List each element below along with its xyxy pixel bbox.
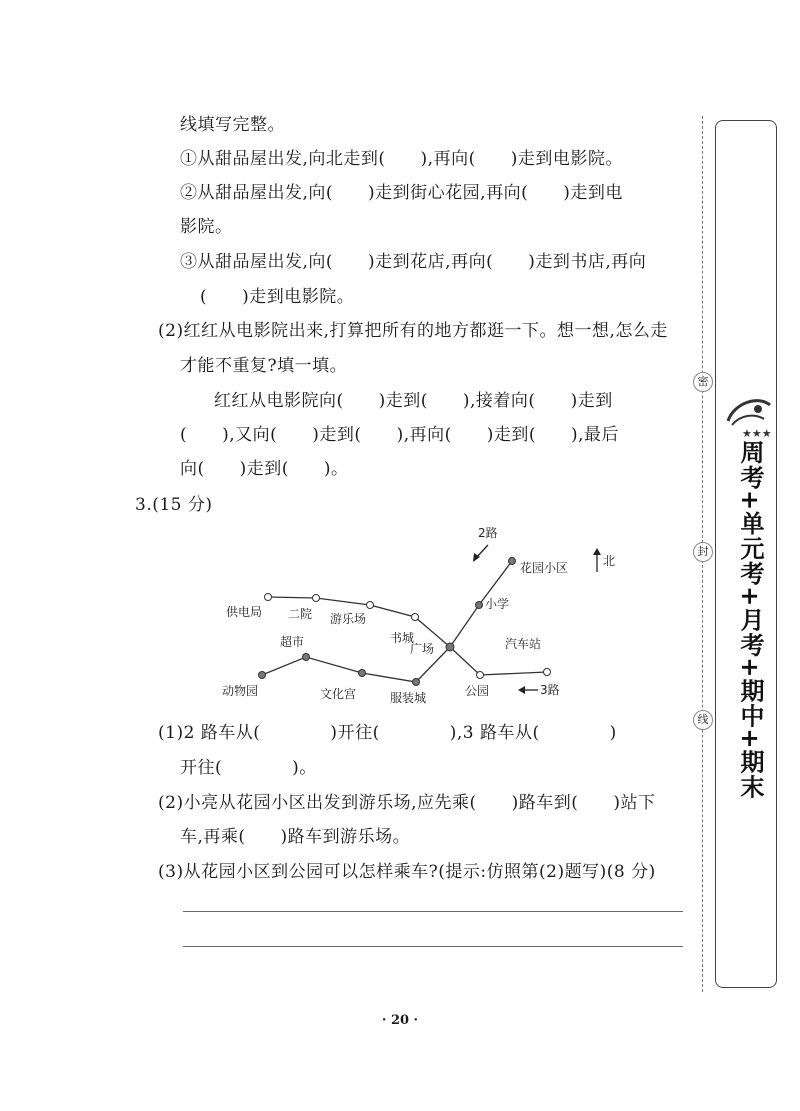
text-line: 影院。: [180, 217, 233, 237]
station-label: 服装城: [390, 691, 427, 705]
text-line: 开往( )。: [180, 758, 317, 778]
station-label: 花园小区: [520, 561, 569, 575]
station-dot: [413, 679, 420, 686]
station-dot: [303, 654, 310, 661]
station-dot: [412, 614, 419, 621]
series-title: 周考+单元考+月考+期中+期末: [736, 440, 764, 800]
station-label: 游乐场: [330, 612, 367, 626]
route-3-arrowhead: [518, 686, 525, 694]
station-dot: [476, 602, 483, 609]
station-dot: [313, 595, 320, 602]
answer-line: [183, 946, 683, 947]
station-label: 广场: [410, 642, 435, 656]
page-number: · 20 ·: [381, 1013, 419, 1028]
text-line: 才能不重复?填一填。: [180, 356, 348, 376]
route-line-3: [450, 647, 547, 675]
text-line: 红红从电影院向( )走到( ),接着向( )走到: [214, 391, 613, 411]
station-dot: [544, 669, 551, 676]
text-line: ( ),又向( )走到( ),再向( )走到( ),最后: [180, 425, 620, 445]
text-line: ①从甜品屋出发,向北走到( ),再向( )走到电影院。: [180, 149, 623, 169]
series-logo-icon: [720, 385, 776, 441]
north-label: 北: [603, 554, 616, 568]
station-label: 公园: [465, 684, 490, 698]
text-line: (1)2 路车从( )开往( ),3 路车从( ): [158, 723, 617, 743]
text-line: 线填写完整。: [180, 115, 285, 135]
north-arrowhead-icon: [593, 548, 601, 555]
svg-text:★★★: ★★★: [742, 427, 772, 440]
station-dot: [509, 558, 516, 565]
text-line: ( )走到电影院。: [200, 287, 355, 307]
station-dot: [265, 594, 272, 601]
station-label: 动物园: [222, 684, 259, 698]
route-2-label: 2路: [478, 526, 498, 540]
text-line: (2)红红从电影院出来,打算把所有的地方都逛一下。想一想,怎么走: [158, 321, 668, 341]
text-line: 向( )走到( )。: [180, 459, 349, 479]
binding-mark-top: 密: [693, 372, 713, 392]
station-dot: [367, 602, 374, 609]
station-label: 小学: [485, 597, 510, 611]
station-label: 书城: [390, 631, 415, 645]
station-label: 超市: [280, 635, 305, 649]
text-line: (3)从花园小区到公园可以怎样乘车?(提示:仿照第(2)题写)(8 分): [158, 862, 656, 882]
text-line: ③从甜品屋出发,向( )走到花店,再向( )走到书店,再向: [180, 252, 647, 272]
station-dot: [359, 670, 366, 677]
station-dot: [446, 643, 454, 651]
text-line: ②从甜品屋出发,向( )走到街心花园,再向( )走到电: [180, 183, 623, 203]
station-label: 二院: [288, 607, 313, 621]
station-dot: [477, 672, 484, 679]
station-label: 文化宫: [320, 687, 357, 701]
question-number: 3.(15 分): [135, 495, 213, 515]
bus-route-map: [210, 520, 630, 710]
station-dot: [259, 672, 266, 679]
station-label: 供电局: [226, 605, 263, 619]
answer-line: [183, 911, 683, 912]
text-line: 车,再乘( )路车到游乐场。: [180, 827, 411, 847]
binding-mark-bottom: 线: [693, 710, 713, 730]
binding-mark-middle: 封: [693, 542, 713, 562]
text-line: (2)小亮从花园小区出发到游乐场,应先乘( )路车到( )站下: [158, 793, 656, 813]
station-label: 汽车站: [505, 637, 542, 651]
route-3-label: 3路: [540, 683, 560, 697]
